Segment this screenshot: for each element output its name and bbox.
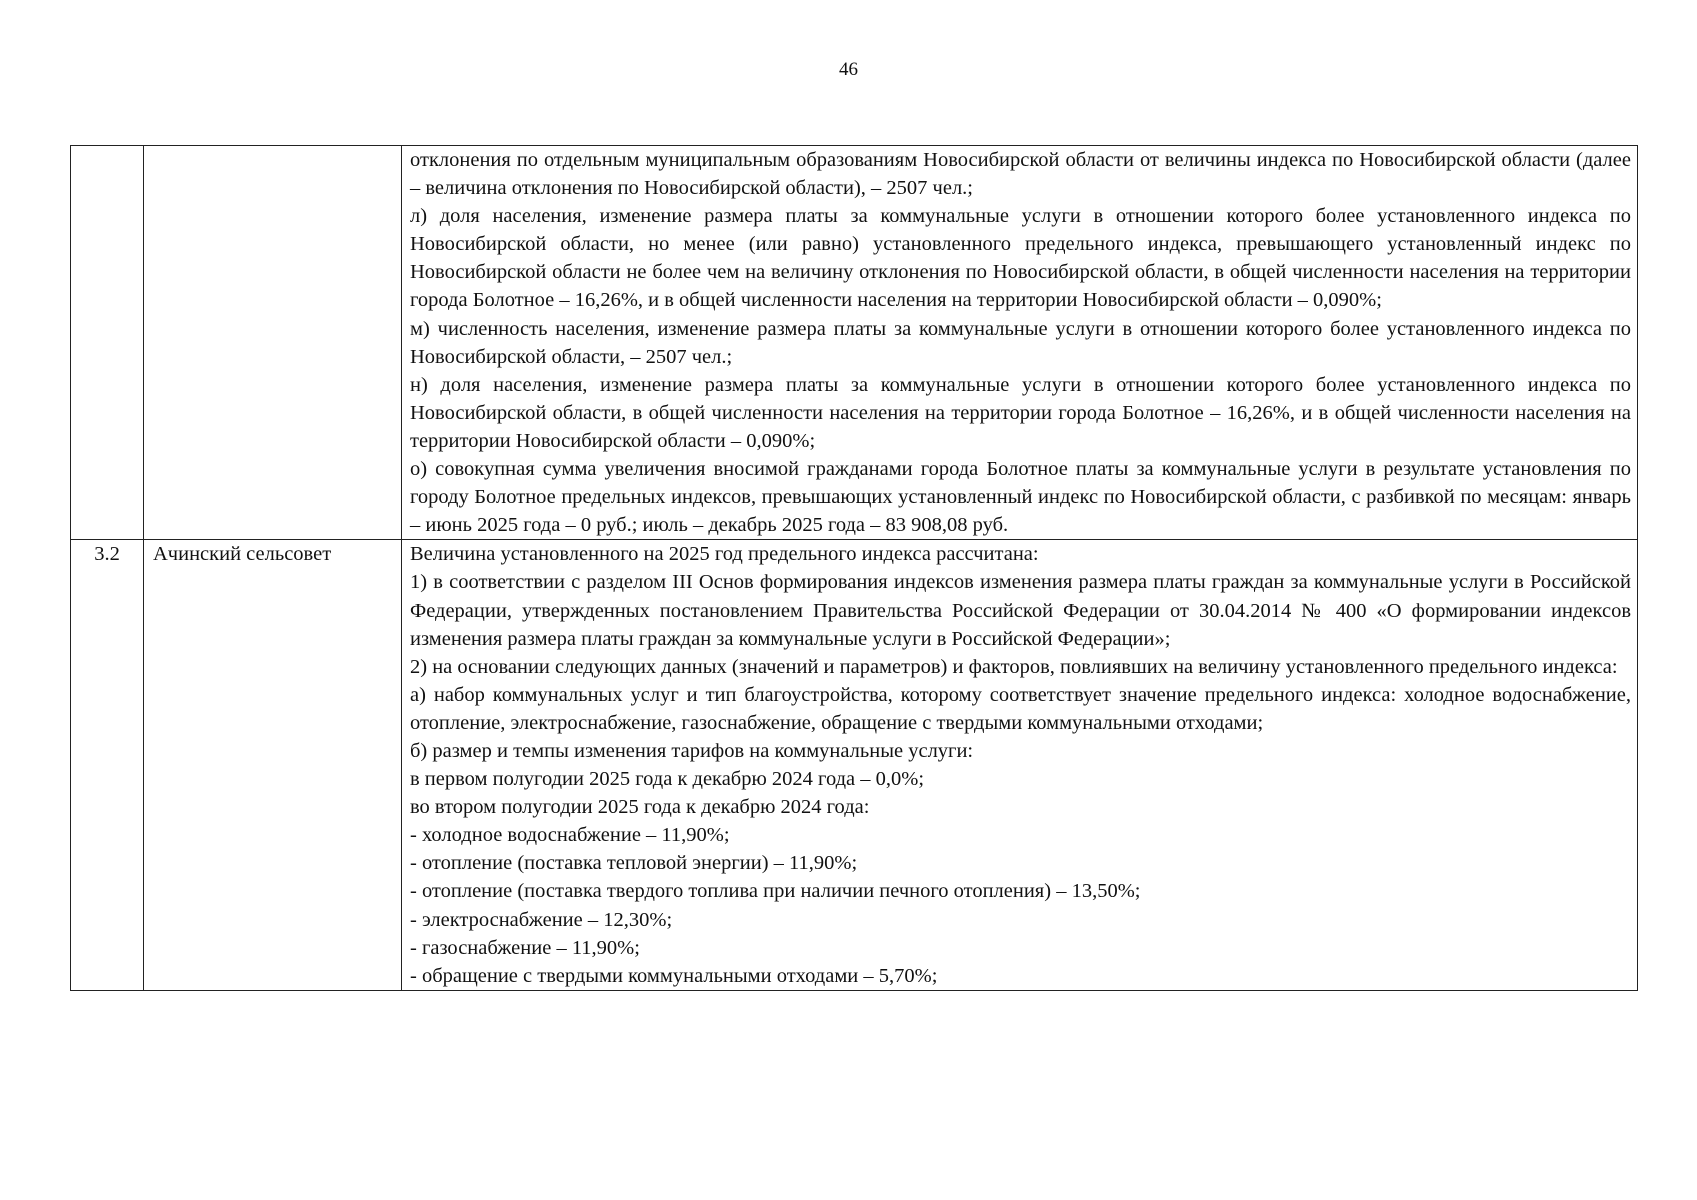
paragraph: а) набор коммунальных услуг и тип благоустройства, которому соответствует значение предельного индекса: холодное водоснабжение, отопление, электроснабжение, газоснабжение, обращение с твердыми коммунальными отходами; (410, 683, 1631, 734)
paragraph: н) доля населения, изменение размера платы за коммунальные услуги в отношении которого более установленного индекса по Новосибирской области, в общей численности населения на территории города Болотное – 16,26%, и в общей численности населения на территории Новосибирской области – 0,090%; (410, 373, 1631, 452)
paragraph: - отопление (поставка твердого топлива при наличии печного отопления) – 13,50%; (410, 880, 1141, 903)
paragraph: - холодное водоснабжение – 11,90%; (410, 824, 730, 847)
municipality-name-cell: Ачинский сельсовет (144, 540, 402, 991)
row-number-cell (71, 146, 144, 540)
row-number-cell: 3.2 (71, 540, 144, 991)
paragraph: м) численность населения, изменение размера платы за коммунальные услуги в отношении которого более установленного индекса по Новосибирской области, – 2507 чел.; (410, 317, 1631, 368)
paragraph: в первом полугодии 2025 года к декабрю 2024 года – 0,0%; (410, 768, 925, 791)
table-row (71, 146, 1638, 540)
paragraph: - отопление (поставка тепловой энергии) – 11,90%; (410, 852, 858, 875)
description-cell (402, 540, 1638, 991)
paragraph: 1) в соответствии с разделом III Основ формирования индексов изменения размера платы граждан за коммунальные услуги в Российской Федерации, утвержденных постановлением Правительства Российской Федерации от 30.04.2014 № 400 «О формировании индексов изменения размера платы граждан за коммунальные услуги в Российской Федерации»; (410, 571, 1631, 650)
table-row (71, 540, 1638, 991)
paragraph: б) размер и темпы изменения тарифов на коммунальные услуги: (410, 739, 974, 762)
municipality-name-cell (144, 146, 402, 540)
paragraph: во втором полугодии 2025 года к декабрю 2024 года: (410, 796, 870, 819)
paragraph: Величина установленного на 2025 год предельного индекса рассчитана: (410, 543, 1039, 566)
paragraph: о) совокупная сумма увеличения вносимой гражданами города Болотное платы за коммунальные услуги в результате установления по городу Болотное предельных индексов, превышающих установленный индекс по Новосибирской области, с разбивкой по месяцам: январь – июнь 2025 года – 0 руб.; июль – декабрь 2025 года – 83 908,08 руб. (410, 458, 1631, 537)
paragraph: - газоснабжение – 11,90%; (410, 936, 640, 959)
paragraph: - обращение с твердыми коммунальными отходами – 5,70%; (410, 964, 938, 987)
paragraph: 2) на основании следующих данных (значений и параметров) и факторов, повлиявших на величину установленного предельного индекса: (410, 655, 1618, 678)
description-cell (402, 146, 1638, 540)
paragraph: отклонения по отдельным муниципальным образованиям Новосибирской области от величины индекса по Новосибирской области (далее – величина отклонения по Новосибирской области), – 2507 чел.; (410, 149, 1631, 200)
page-number: 46 (839, 59, 858, 80)
document-table (70, 145, 1638, 991)
paragraph: л) доля населения, изменение размера платы за коммунальные услуги в отношении которого более установленного индекса по Новосибирской области, но менее (или равно) установленного предельного индекса, превышающего установленный индекс по Новосибирской области не более чем на величину отклонения по Новосибирской области, в общей численности населения на территории города Болотное – 16,26%, и в общей численности населения на территории Новосибирской области – 0,090%; (410, 205, 1631, 312)
paragraph: - электроснабжение – 12,30%; (410, 908, 673, 931)
